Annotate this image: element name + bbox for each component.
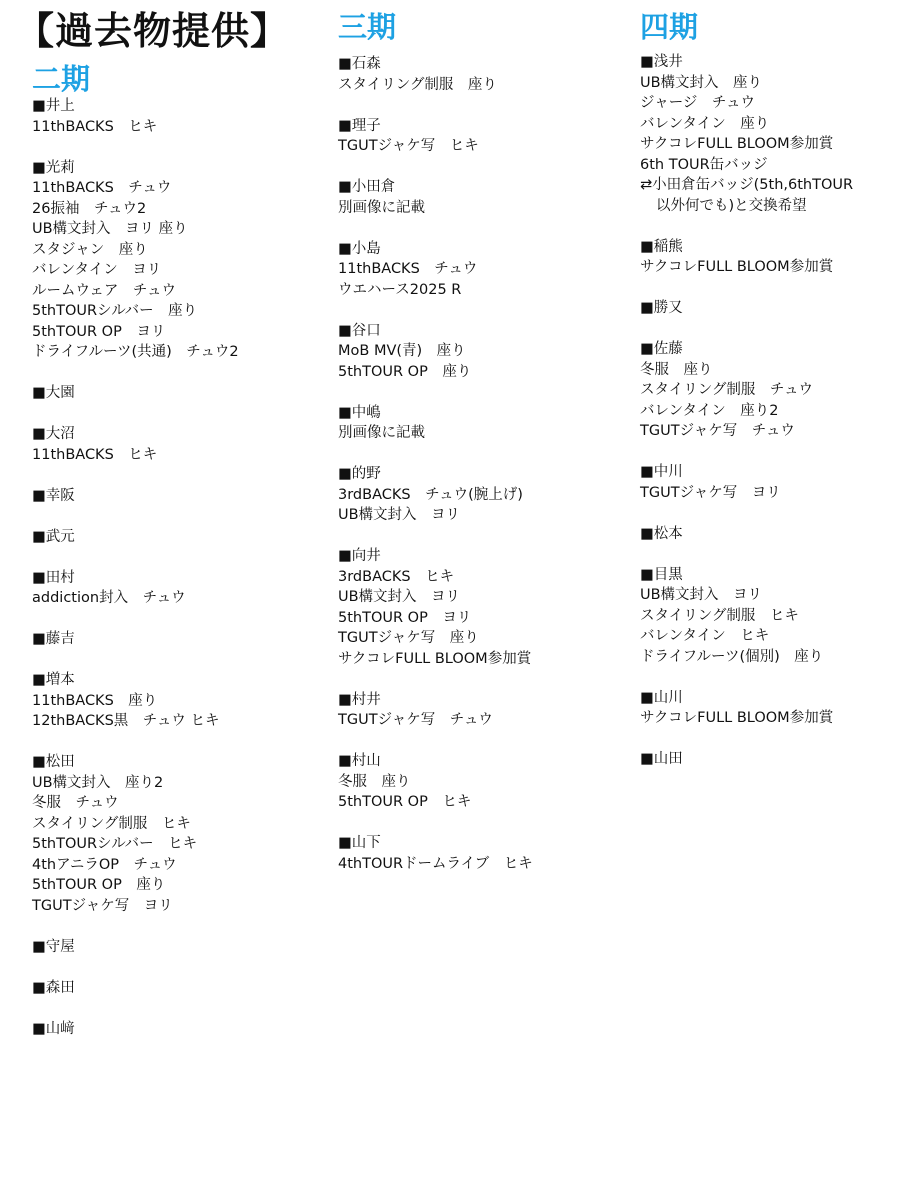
member-name: ■山﨑 [32, 1020, 75, 1037]
member-block [338, 464, 628, 526]
item-entry: バレンタイン ヒキ [640, 628, 770, 644]
member-name: ■目黒 [640, 566, 683, 583]
member-block [338, 833, 628, 874]
member-block [338, 403, 628, 444]
member-name: ■武元 [32, 528, 75, 545]
member-block [32, 670, 322, 732]
member-block [338, 546, 628, 669]
item-entry: 5thTOUR OP ヨリ [32, 323, 166, 340]
member-block [32, 629, 322, 650]
item-entry: 冬服 チュウ [32, 795, 119, 811]
member-list [32, 96, 322, 1060]
member-block [640, 524, 895, 545]
member-name: ■大園 [32, 385, 75, 401]
member-name: ■大沼 [32, 426, 75, 442]
item-entry: 冬服 座り [640, 361, 713, 378]
member-block [640, 339, 895, 442]
member-name: ■向井 [338, 548, 381, 564]
member-name: ■田村 [32, 569, 75, 586]
item-entry: ジャージ チュウ [640, 95, 755, 111]
member-name: ■増本 [32, 672, 75, 688]
item-entry: スタジャン 座り [32, 241, 148, 258]
member-block [640, 52, 895, 216]
item-entry: 11thBACKS チュウ [338, 261, 478, 277]
item-entry: スタイリング制服 ヒキ [640, 607, 799, 624]
member-name: ■佐藤 [640, 341, 683, 357]
item-entry: 5thTOUR OP 座り [32, 877, 166, 893]
item-entry: UB構文封入 ヨリ [338, 589, 461, 605]
item-entry: 5thTOURシルバー ヒキ [32, 836, 198, 852]
member-name: ■山田 [640, 751, 683, 767]
member-name: ■山川 [640, 689, 683, 706]
member-block [32, 527, 322, 548]
item-entry: 冬服 座り [338, 773, 411, 790]
member-name: ■小島 [338, 240, 381, 257]
item-entry: スタイリング制服 ヒキ [32, 815, 191, 832]
item-entry: スタイリング制服 チュウ [640, 382, 813, 398]
item-entry: 5thTOUR OP ヨリ [338, 609, 472, 626]
item-entry: ドライフルーツ(共通) チュウ2 [32, 344, 239, 360]
item-entry: バレンタイン 座り2 [640, 402, 779, 419]
member-block [32, 158, 322, 363]
member-block [32, 1019, 322, 1040]
item-entry: サクコレFULL BLOOM参加賞 [640, 136, 834, 152]
member-block [338, 116, 628, 157]
member-name: ■中川 [640, 464, 683, 480]
member-block [338, 690, 628, 731]
member-name: ■山下 [338, 835, 381, 851]
member-list [640, 52, 895, 790]
item-entry: UB構文封入 ヨリ [640, 587, 763, 603]
member-block [338, 321, 628, 383]
item-entry: 以外何でも)と交換希望 [656, 197, 807, 214]
member-block [32, 568, 322, 609]
member-name: ■石森 [338, 56, 381, 72]
member-block [32, 424, 322, 465]
member-block [32, 978, 322, 999]
item-entry: ルームウェア チュウ [32, 282, 176, 299]
member-name: ■中嶋 [338, 404, 381, 421]
member-name: ■松本 [640, 525, 683, 542]
item-entry: ウエハース2025 R [338, 281, 462, 298]
item-entry: ドライフルーツ(個別) 座り [640, 648, 824, 665]
member-block [640, 462, 895, 503]
item-entry: 別画像に記載 [338, 425, 425, 441]
item-entry: バレンタイン ヨリ [32, 262, 162, 278]
member-name: ■松田 [32, 754, 75, 770]
member-block [640, 565, 895, 668]
member-block [338, 54, 628, 95]
member-block [32, 937, 322, 958]
item-entry: 別画像に記載 [338, 199, 425, 216]
item-entry: 3rdBACKS ヒキ [338, 568, 455, 585]
member-name: ■浅井 [640, 54, 683, 70]
item-entry: TGUTジャケ写 ヨリ [32, 897, 173, 914]
member-block [338, 751, 628, 813]
member-name: ■村井 [338, 691, 381, 708]
member-name: ■小田倉 [338, 179, 396, 195]
member-block [32, 383, 322, 404]
member-list [338, 54, 628, 895]
item-entry: 5thTOUR OP ヒキ [338, 794, 472, 810]
member-name: ■森田 [32, 979, 75, 996]
member-name: ■井上 [32, 98, 75, 114]
member-name: ■谷口 [338, 322, 381, 339]
item-entry: UB構文封入 座り [640, 74, 763, 91]
member-block [338, 239, 628, 301]
member-name: ■幸阪 [32, 487, 75, 504]
member-name: ■藤吉 [32, 631, 75, 647]
member-name: ■理子 [338, 117, 381, 134]
page-title: 【過去物提供】 [16, 9, 290, 53]
item-entry: 11thBACKS ヒキ [32, 118, 158, 135]
item-entry: 12thBACKS黒 チュウ ヒキ [32, 713, 220, 729]
item-entry: 4thTOURドームライブ ヒキ [338, 855, 533, 872]
item-entry: UB構文封入 ヨリ 座り [32, 221, 188, 237]
item-entry: 4thアニラOP チュウ [32, 856, 177, 873]
item-entry: UB構文封入 ヨリ [338, 507, 461, 523]
item-entry: 3rdBACKS チュウ(腕上げ) [338, 486, 523, 503]
member-block [32, 752, 322, 916]
item-entry: 5thTOURシルバー 座り [32, 303, 198, 319]
item-entry: addiction封入 チュウ [32, 590, 186, 606]
item-entry: UB構文封入 座り2 [32, 774, 164, 791]
item-entry: ⇄小田倉缶バッジ(5th,6thTOUR [640, 177, 854, 193]
member-name: ■光莉 [32, 159, 75, 176]
member-block [640, 237, 895, 278]
member-block [640, 298, 895, 319]
item-entry: 5thTOUR OP 座り [338, 363, 472, 380]
item-entry: 6th TOUR缶バッジ [640, 156, 768, 173]
member-block [338, 177, 628, 218]
item-entry: バレンタイン 座り [640, 115, 770, 132]
member-name: ■勝又 [640, 300, 683, 316]
column-heading: 二期 [32, 62, 91, 96]
column-heading: 三期 [338, 10, 397, 44]
item-entry: TGUTジャケ写 ヨリ [640, 484, 781, 501]
column-heading: 四期 [640, 10, 699, 44]
item-entry: サクコレFULL BLOOM参加賞 [338, 650, 532, 667]
item-entry: TGUTジャケ写 チュウ [338, 712, 493, 728]
item-entry: スタイリング制服 座り [338, 76, 497, 93]
item-entry: MoB MV(青) 座り [338, 343, 466, 359]
item-entry: サクコレFULL BLOOM参加賞 [640, 259, 834, 275]
item-entry: TGUTジャケ写 座り [338, 630, 479, 646]
member-block [640, 749, 895, 770]
member-name: ■稲熊 [640, 238, 683, 255]
item-entry: 11thBACKS ヒキ [32, 446, 158, 463]
item-entry: 26振袖 チュウ2 [32, 200, 147, 217]
member-block [32, 96, 322, 137]
item-entry: サクコレFULL BLOOM参加賞 [640, 710, 834, 726]
item-entry: TGUTジャケ写 ヒキ [338, 138, 479, 154]
member-name: ■村山 [338, 753, 381, 769]
member-name: ■守屋 [32, 938, 75, 955]
member-block [640, 688, 895, 729]
item-entry: 11thBACKS チュウ [32, 180, 172, 196]
member-block [32, 486, 322, 507]
item-entry: TGUTジャケ写 チュウ [640, 423, 795, 439]
member-name: ■的野 [338, 466, 381, 482]
item-entry: 11thBACKS 座り [32, 692, 158, 709]
